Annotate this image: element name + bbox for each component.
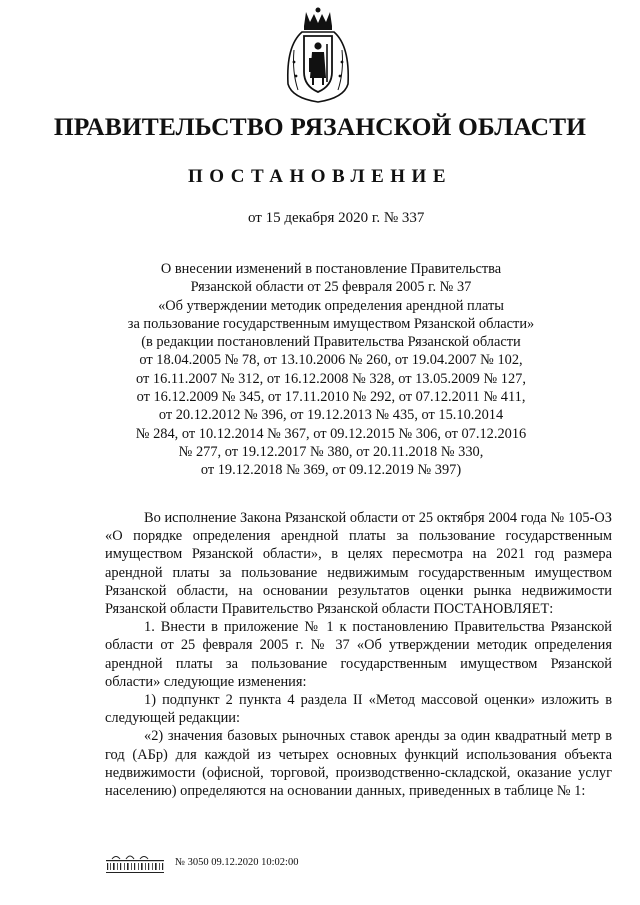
- ryazan-coat-of-arms-icon: [282, 6, 354, 104]
- document-type-heading: ПОСТАНОВЛЕНИЕ: [187, 166, 453, 187]
- body-paragraph-item-1: 1. Внести в приложение № 1 к постановлению Правительства Рязанской области от 25 февраля 2005 г. № 37 «Об утверждении методик определения арендной платы за пользование государственным имуществом Рязанской области» следующие изменения:: [105, 619, 612, 690]
- government-title: ПРАВИТЕЛЬСТВО РЯЗАНСКОЙ ОБЛАСТИ: [53, 112, 587, 141]
- body-paragraph-quoted-text: «2) значения базовых рыночных ставок аренды за один квадратный метр в год (АБр) для каждой из четырех основных функций использования объекта недвижимости (офисной, торговой, производственно-складской, оказание услуг населению) определяются на основании данных, приведенных в таблице № 1:: [105, 728, 612, 800]
- document-footer: [104, 852, 344, 878]
- subject-line: от 16.12.2009 № 345, от 17.11.2010 № 292, от 07.12.2011 № 411,: [136, 389, 526, 406]
- registry-barcode-icon: [104, 852, 166, 876]
- document-date-number: от 15 декабря 2020 г. № 337: [248, 210, 425, 226]
- subject-line: от 16.11.2007 № 312, от 16.12.2008 № 328, от 13.05.2009 № 127,: [136, 370, 526, 387]
- subject-line: № 284, от 10.12.2014 № 367, от 09.12.2015 № 306, от 07.12.2016: [135, 425, 527, 442]
- subject-line: № 277, от 19.12.2017 № 380, от 20.11.2018 № 330,: [178, 443, 484, 460]
- body-paragraph-preamble: Во исполнение Закона Рязанской области от 25 октября 2004 года № 105-ОЗ «О порядке определения арендной платы за пользование государственным имуществом Рязанской области», в целях пересмотра на 2021 год размера арендной платы за пользование недвижимым государственным имуществом Рязанской области, на основании результатов оценки рынка недвижимости Рязанской области Правительство Рязанской области ПОСТАНОВЛЯЕТ:: [105, 510, 612, 618]
- registration-stamp: № 3050 09.12.2020 10:02:00: [175, 857, 299, 868]
- subject-line: от 19.12.2018 № 369, от 09.12.2019 № 397): [200, 462, 462, 479]
- body-paragraph-subitem-1: 1) подпункт 2 пункта 4 раздела II «Метод массовой оценки» изложить в следующей редакции:: [105, 692, 612, 727]
- subject-line: Рязанской области от 25 февраля 2005 г. № 37: [190, 279, 472, 296]
- subject-line: за пользование государственным имуществом Рязанской области»: [127, 315, 535, 332]
- subject-line: О внесении изменений в постановление Правительства: [160, 261, 502, 277]
- subject-line: от 20.12.2012 № 396, от 19.12.2013 № 435, от 15.10.2014: [158, 407, 504, 424]
- subject-line: «Об утверждении методик определения арендной платы: [158, 297, 504, 314]
- resolution-body: [105, 509, 612, 800]
- subject-line: (в редакции постановлений Правительства Рязанской области: [141, 334, 521, 351]
- subject-line: от 18.04.2005 № 78, от 13.10.2006 № 260, от 19.04.2007 № 102,: [139, 352, 523, 369]
- resolution-subject: [110, 260, 552, 480]
